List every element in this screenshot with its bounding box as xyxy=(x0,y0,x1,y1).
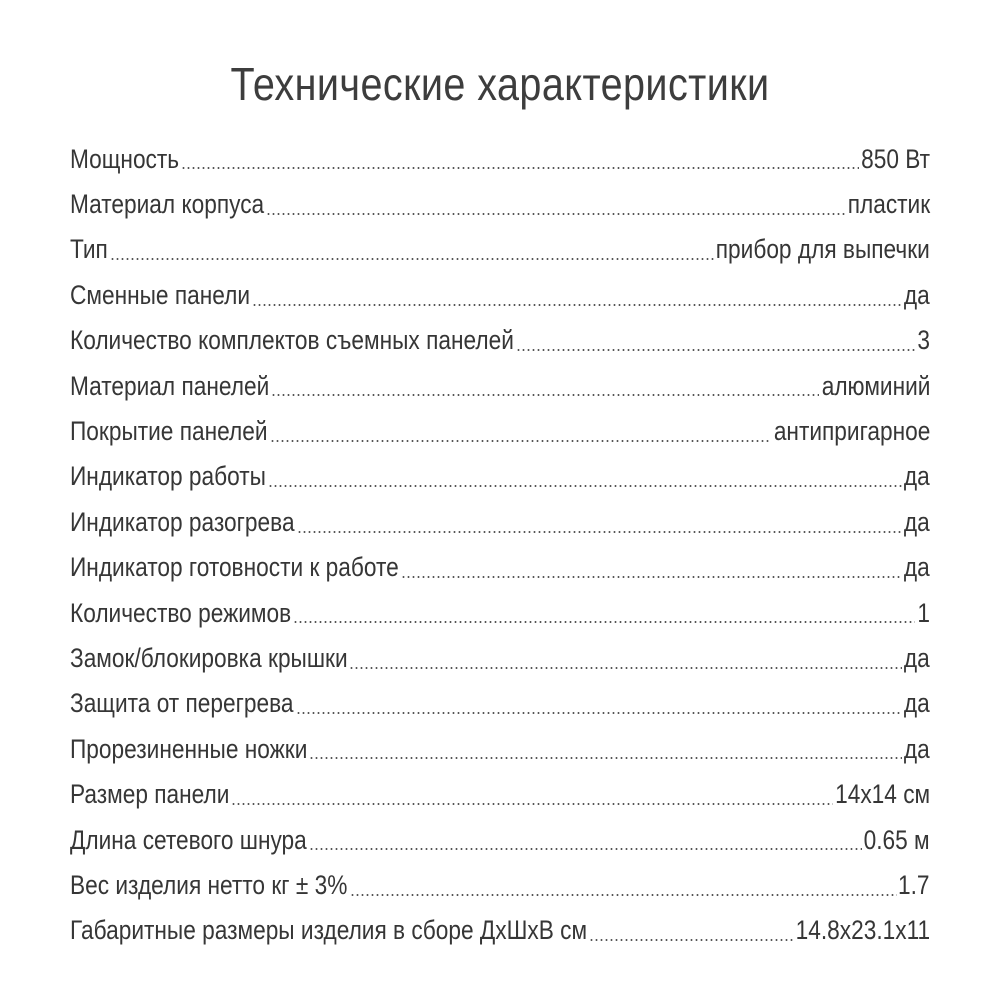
dot-leader xyxy=(181,167,859,169)
spec-row xyxy=(70,908,930,953)
page-title: Технические характеристики xyxy=(230,58,770,110)
spec-value: да xyxy=(904,461,930,492)
spec-value: да xyxy=(904,642,930,673)
spec-value: прибор для выпечки xyxy=(715,234,930,265)
spec-value: 14x14 см xyxy=(834,779,930,810)
dot-leader xyxy=(231,803,833,805)
spec-value: 1.7 xyxy=(898,869,930,900)
spec-label: Индикатор разогрева xyxy=(70,506,295,537)
spec-row xyxy=(70,318,930,363)
spec-label: Покрытие панелей xyxy=(70,416,268,447)
spec-value: 0.65 м xyxy=(863,824,930,855)
spec-row xyxy=(70,726,930,771)
spec-label: Вес изделия нетто кг ± 3% xyxy=(70,869,348,900)
dot-leader xyxy=(270,440,771,442)
spec-label: Защита от перегрева xyxy=(70,688,294,719)
spec-row xyxy=(70,454,930,499)
spec-value: 850 Вт xyxy=(861,143,930,174)
spec-row xyxy=(70,681,930,726)
spec-row xyxy=(70,862,930,907)
spec-row xyxy=(70,545,930,590)
spec-value: алюминий xyxy=(821,370,930,401)
spec-label: Мощность xyxy=(70,143,180,174)
dot-leader xyxy=(349,667,902,669)
dot-leader xyxy=(309,848,863,850)
spec-row xyxy=(70,635,930,680)
spec-label: Размер панели xyxy=(70,779,230,810)
spec-label: Индикатор работы xyxy=(70,461,266,492)
spec-label: Количество режимов xyxy=(70,597,292,628)
dot-leader xyxy=(516,349,915,351)
spec-row xyxy=(70,136,930,181)
spec-label: Материал корпуса xyxy=(70,189,265,220)
dot-leader xyxy=(252,304,902,306)
spec-value: да xyxy=(904,552,930,583)
dot-leader xyxy=(293,621,915,623)
spec-value: да xyxy=(904,506,930,537)
spec-row xyxy=(70,227,930,272)
dot-leader xyxy=(110,258,714,260)
spec-value: да xyxy=(904,688,930,719)
dot-leader xyxy=(296,712,903,714)
spec-row xyxy=(70,590,930,635)
dot-leader xyxy=(309,757,902,759)
spec-value: да xyxy=(904,279,930,310)
dot-leader xyxy=(401,576,902,578)
dot-leader xyxy=(297,531,902,533)
spec-row xyxy=(70,817,930,862)
spec-list xyxy=(70,136,930,953)
spec-value: 1 xyxy=(917,597,930,628)
spec-label: Тип xyxy=(70,234,108,265)
spec-label: Материал панелей xyxy=(70,370,270,401)
spec-row xyxy=(70,408,930,453)
spec-label: Количество комплектов съемных панелей xyxy=(70,325,514,356)
spec-label: Замок/блокировка крышки xyxy=(70,642,348,673)
spec-row xyxy=(70,181,930,226)
spec-label: Прорезиненные ножки xyxy=(70,733,308,764)
spec-value: антипригарное xyxy=(773,416,930,447)
spec-label: Габаритные размеры изделия в сборе ДxШxВ см xyxy=(70,915,588,946)
spec-row xyxy=(70,771,930,816)
spec-label: Длина сетевого шнура xyxy=(70,824,307,855)
spec-row xyxy=(70,363,930,408)
spec-value: да xyxy=(904,733,930,764)
dot-leader xyxy=(350,894,897,896)
spec-label: Сменные панели xyxy=(70,279,251,310)
spec-value: 3 xyxy=(917,325,930,356)
dot-leader xyxy=(271,394,818,396)
spec-label: Индикатор готовности к работе xyxy=(70,552,399,583)
dot-leader xyxy=(589,939,794,941)
spec-value: 14.8x23.1x11 xyxy=(795,915,930,946)
dot-leader xyxy=(266,213,845,215)
spec-row xyxy=(70,499,930,544)
dot-leader xyxy=(268,485,902,487)
spec-value: пластик xyxy=(847,189,930,220)
spec-row xyxy=(70,272,930,317)
